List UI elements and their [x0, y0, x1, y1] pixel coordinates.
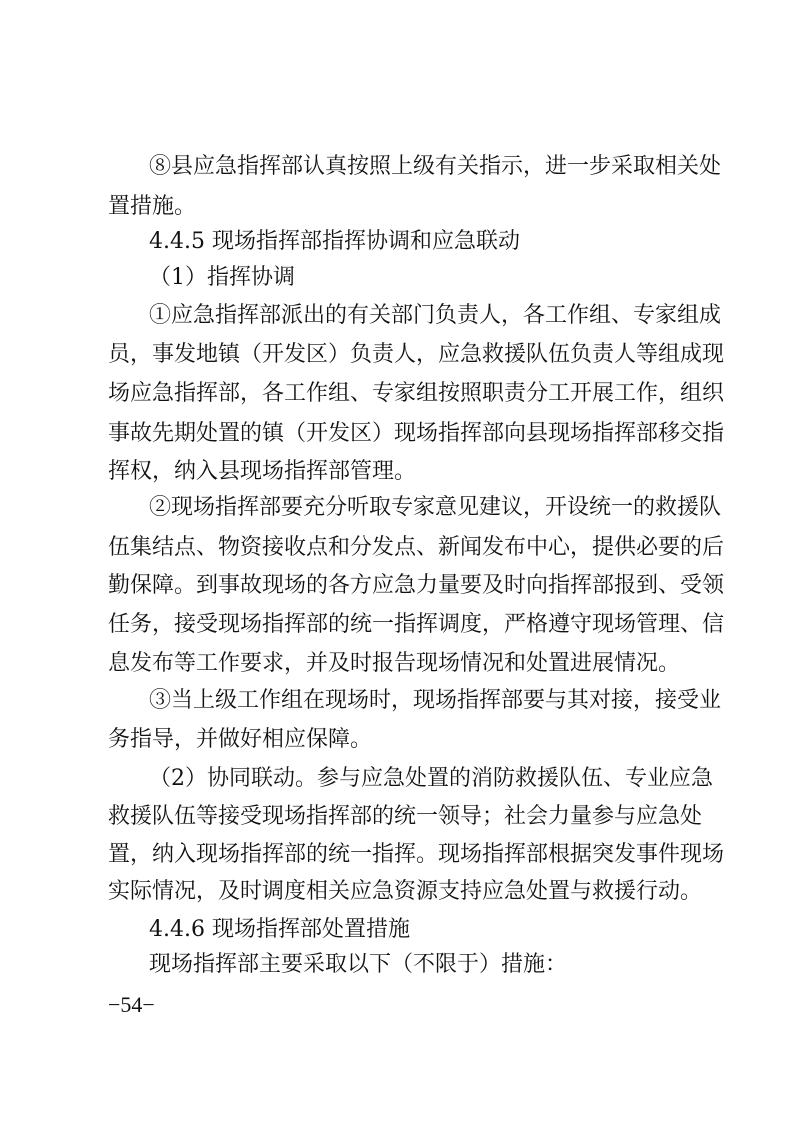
text-line: 勤保障。到事故现场的各方应急力量要及时向指挥部报到、受领 — [108, 573, 725, 598]
text-line: 实际情况，及时调度相关应急资源支持应急处置与救援行动。 — [108, 879, 703, 904]
text-line: 场应急指挥部，各工作组、专家组按照职责分工开展工作，组织 — [108, 381, 725, 406]
section-heading: 4.4.6 现场指挥部处置措施 — [149, 917, 410, 942]
text-line: 任务，接受现场指挥部的统一指挥调度，严格遵守现场管理、信 — [108, 612, 725, 637]
text-line: 息发布等工作要求，并及时报告现场情况和处置进展情况。 — [108, 651, 681, 676]
subsection-heading: （1）指挥协调 — [149, 265, 295, 290]
text-line: 伍集结点、物资接收点和分发点、新闻发布中心，提供必要的后 — [108, 535, 725, 560]
text-line: ⑧县应急指挥部认真按照上级有关指示，进一步采取相关处 — [149, 154, 722, 179]
text-line: 置，纳入现场指挥部的统一指挥。现场指挥部根据突发事件现场 — [108, 842, 725, 867]
text-line: 挥权，纳入县现场指挥部管理。 — [108, 459, 417, 484]
section-heading: 4.4.5 现场指挥部指挥协调和应急联动 — [149, 229, 520, 254]
text-line: ①应急指挥部派出的有关部门负责人，各工作组、专家组成 — [149, 303, 722, 328]
text-line: 救援队伍等接受现场指挥部的统一领导；社会力量参与应急处 — [108, 804, 703, 829]
text-line: 务指导，并做好相应保障。 — [108, 727, 373, 752]
text-line: ③当上级工作组在现场时，现场指挥部要与其对接，接受业 — [149, 688, 722, 713]
text-line: 现场指挥部主要采取以下（不限于）措施： — [149, 952, 568, 977]
text-line: 员，事发地镇（开发区）负责人，应急救援队伍负责人等组成现 — [108, 342, 725, 367]
text-line: （2）协同联动。参与应急处置的消防救援队伍、专业应急 — [149, 766, 713, 791]
text-line: ②现场指挥部要充分听取专家意见建议，开设统一的救援队 — [149, 495, 722, 520]
page-number: −54− — [108, 992, 155, 1017]
text-line: 置措施。 — [108, 194, 197, 219]
text-line: 事故先期处置的镇（开发区）现场指挥部向县现场指挥部移交指 — [108, 421, 725, 446]
